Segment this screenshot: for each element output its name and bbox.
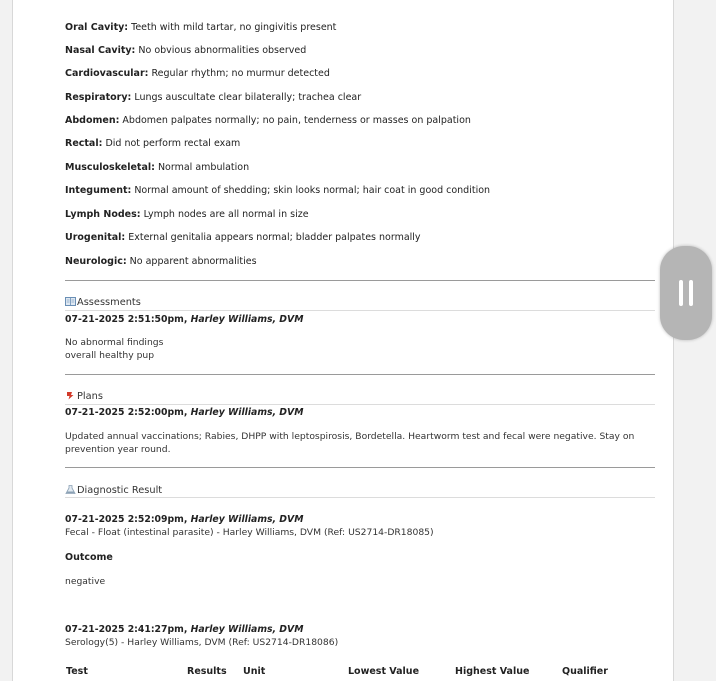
exam-label: Respiratory: xyxy=(65,92,132,103)
exam-row-oral-cavity xyxy=(65,22,336,33)
exam-row-respiratory xyxy=(65,92,361,103)
heading-underline xyxy=(65,310,655,311)
heading-underline xyxy=(65,497,655,498)
grip-line-icon xyxy=(689,280,693,306)
exam-label: Integument: xyxy=(65,185,132,196)
diagnostic-heading xyxy=(65,485,162,496)
assessment-line: overall healthy pup xyxy=(65,350,155,361)
grip-line-icon xyxy=(679,280,683,306)
heading-underline xyxy=(65,404,655,405)
outcome-value: negative xyxy=(65,576,106,587)
exam-row-cardiovascular xyxy=(65,68,330,79)
timestamp-author: Harley Williams, DVM xyxy=(190,314,304,325)
diagnostic-description: Fecal - Float (intestinal parasite) - Harley Williams, DVM (Ref: US2714-DR18085) xyxy=(65,527,434,538)
plans-heading xyxy=(65,391,103,402)
section-divider xyxy=(65,467,655,468)
exam-row-rectal xyxy=(65,138,240,149)
diagnostic-description: Serology(5) - Harley Williams, DVM (Ref: US2714-DR18086) xyxy=(65,637,339,648)
exam-value: Normal amount of shedding; skin looks normal; hair coat in good condition xyxy=(134,185,491,196)
exam-value: No obvious abnormalities observed xyxy=(138,45,307,56)
table-header-qualifier: Qualifier xyxy=(562,666,608,677)
exam-row-integument xyxy=(65,185,490,196)
table-header-lowest-value: Lowest Value xyxy=(348,666,420,677)
timestamp-time: 07-21-2025 2:41:27pm, xyxy=(65,624,188,635)
exam-label: Cardiovascular: xyxy=(65,68,149,79)
exam-row-nasal-cavity xyxy=(65,45,306,56)
exam-value: Normal ambulation xyxy=(157,162,250,173)
exam-value: Regular rhythm; no murmur detected xyxy=(151,68,330,79)
plans-timestamp xyxy=(65,407,303,418)
table-header-results: Results xyxy=(187,666,227,677)
table-header-unit: Unit xyxy=(243,666,266,677)
timestamp-time: 07-21-2025 2:52:09pm, xyxy=(65,514,188,525)
exam-value: Lungs auscultate clear bilaterally; trachea clear xyxy=(134,92,362,103)
timestamp-author: Harley Williams, DVM xyxy=(190,624,304,635)
exam-label: Lymph Nodes: xyxy=(65,209,141,220)
outcome-label: Outcome xyxy=(65,552,113,563)
book-icon xyxy=(65,297,76,306)
timestamp-time: 07-21-2025 2:51:50pm, xyxy=(65,314,188,325)
exam-row-lymph-nodes xyxy=(65,209,309,220)
timestamp-author: Harley Williams, DVM xyxy=(190,514,304,525)
assessment-line: No abnormal findings xyxy=(65,337,164,348)
timestamp-time: 07-21-2025 2:52:00pm, xyxy=(65,407,188,418)
exam-row-abdomen xyxy=(65,115,471,126)
section-divider xyxy=(65,374,655,375)
plans-text: Updated annual vaccinations; Rabies, DHPP with leptospirosis, Bordetella. Heartworm test and fecal were negative. Stay on prevention year round. xyxy=(65,431,635,455)
exam-label: Oral Cavity: xyxy=(65,22,129,33)
exam-label: Abdomen: xyxy=(65,115,120,126)
exam-value: No apparent abnormalities xyxy=(129,256,257,267)
exam-row-urogenital xyxy=(65,232,421,243)
exam-value: Teeth with mild tartar, no gingivitis present xyxy=(131,22,337,33)
exam-label: Neurologic: xyxy=(65,256,127,267)
timestamp-author: Harley Williams, DVM xyxy=(190,407,304,418)
plans-heading-label: Plans xyxy=(77,391,103,402)
table-header-test: Test xyxy=(66,666,88,677)
exam-label: Urogenital: xyxy=(65,232,126,243)
diagnostic-heading-label: Diagnostic Result xyxy=(77,485,163,496)
diagnostic-timestamp xyxy=(65,514,303,525)
table-header-highest-value: Highest Value xyxy=(455,666,530,677)
exam-value: External genitalia appears normal; bladder palpates normally xyxy=(128,232,421,243)
flask-icon xyxy=(65,485,76,494)
exam-row-neurologic xyxy=(65,256,257,267)
diagnostic-timestamp xyxy=(65,624,303,635)
exam-label: Musculoskeletal: xyxy=(65,162,155,173)
pin-icon xyxy=(65,391,76,400)
exam-value: Lymph nodes are all normal in size xyxy=(143,209,309,220)
exam-value: Abdomen palpates normally; no pain, tenderness or masses on palpation xyxy=(122,115,471,126)
exam-row-musculoskeletal xyxy=(65,162,249,173)
assessments-timestamp xyxy=(65,314,303,325)
scroll-drag-handle[interactable] xyxy=(660,246,712,340)
assessments-heading-label: Assessments xyxy=(77,297,141,308)
exam-value: Did not perform rectal exam xyxy=(105,138,241,149)
exam-label: Rectal: xyxy=(65,138,103,149)
section-divider xyxy=(65,280,655,281)
assessments-heading xyxy=(65,297,141,308)
exam-label: Nasal Cavity: xyxy=(65,45,136,56)
record-page xyxy=(12,0,674,681)
